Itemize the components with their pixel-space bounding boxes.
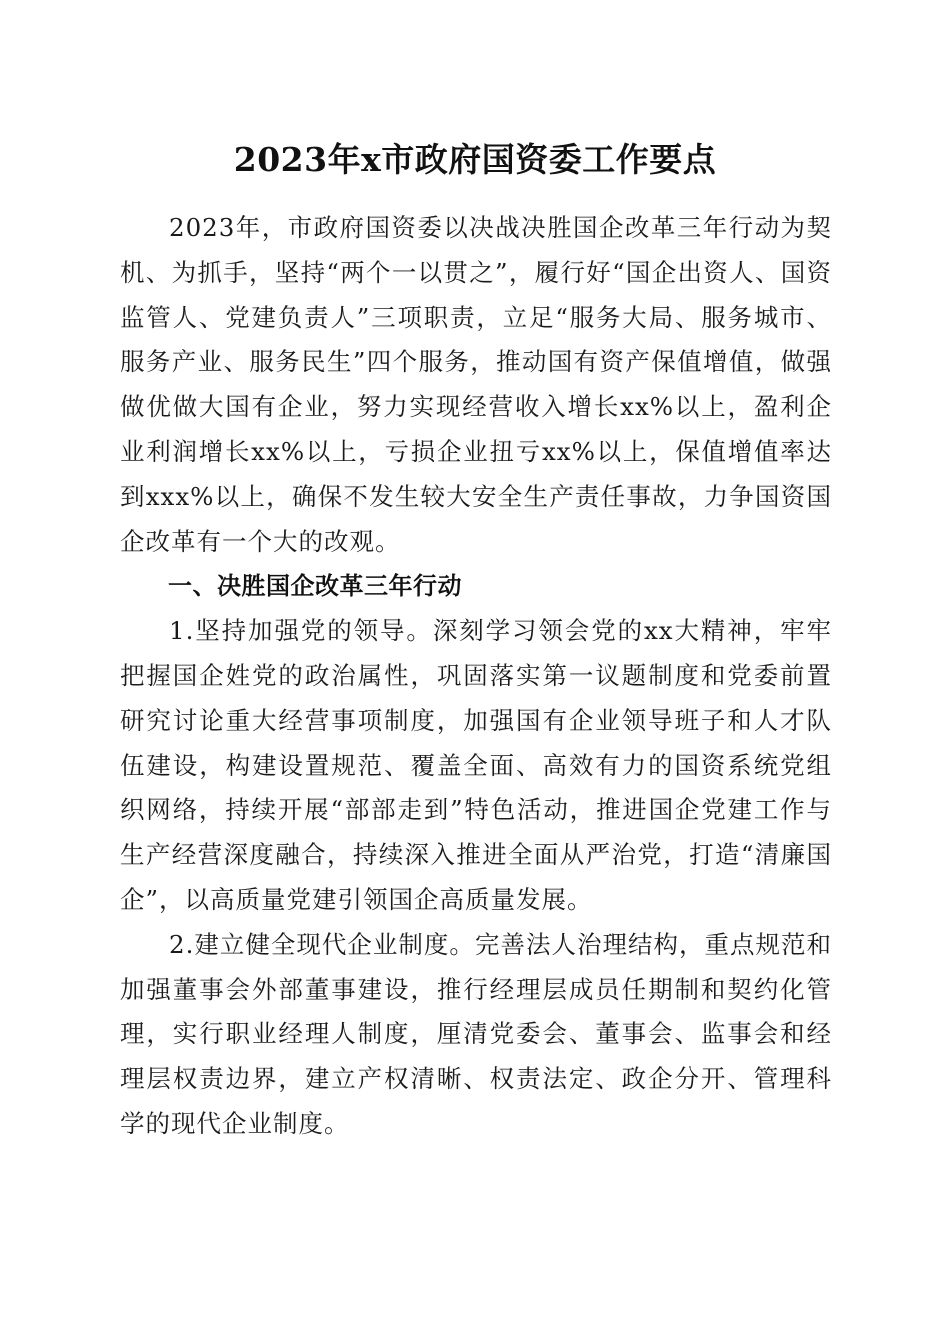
item-lead-1: 1.坚持加强党的领导。: [169, 616, 433, 646]
intro-paragraph: 2023年，市政府国资委以决战决胜国企改革三年行动为契机、为抓手，坚持“两个一以贯之”，履行好“国企出资人、国资监管人、党建负责人”三项职责，立足“服务大局、服务城市、服务产业、服务民生”四个服务，推动国有资产保值增值，做强做优做大国有企业，努力实现经营收入增长xx%以上，盈利企业利润增长xx%以上，亏损企业扭亏xx%以上，保值增值率达到xxx%以上，确保不发生较大安全生产责任事故，力争国资国企改革有一个大的改观。: [120, 213, 832, 556]
item-paragraph-2: [120, 923, 832, 1147]
item-text-1: 深刻学习领会党的xx大精神，牢牢把握国企姓党的政治属性，巩固落实第一议题制度和党委前置研究讨论重大经营事项制度，加强国有企业领导班子和人才队伍建设，构建设置规范、覆盖全面、高效有力的国资系统党组织网络，持续开展“部部走到”特色活动，推进国企党建工作与生产经营深度融合，持续深入推进全面从严治党，打造“清廉国企”，以高质量党建引领国企高质量发展。: [120, 616, 832, 914]
item-lead-2: 2.建立健全现代企业制度。: [169, 929, 475, 959]
document-title: 2023年x市政府国资委工作要点: [233, 140, 717, 179]
section-heading: 一、决胜国企改革三年行动: [168, 572, 462, 601]
document-body: [120, 206, 832, 1147]
item-paragraph-1: [120, 609, 832, 923]
item-text-2: 完善法人治理结构，重点规范和加强董事会外部董事建设，推行经理层成员任期制和契约化管理，实行职业经理人制度，厘清党委会、董事会、监事会和经理层权责边界，建立产权清晰、权责法定、政企分开、管理科学的现代企业制度。: [120, 929, 833, 1138]
